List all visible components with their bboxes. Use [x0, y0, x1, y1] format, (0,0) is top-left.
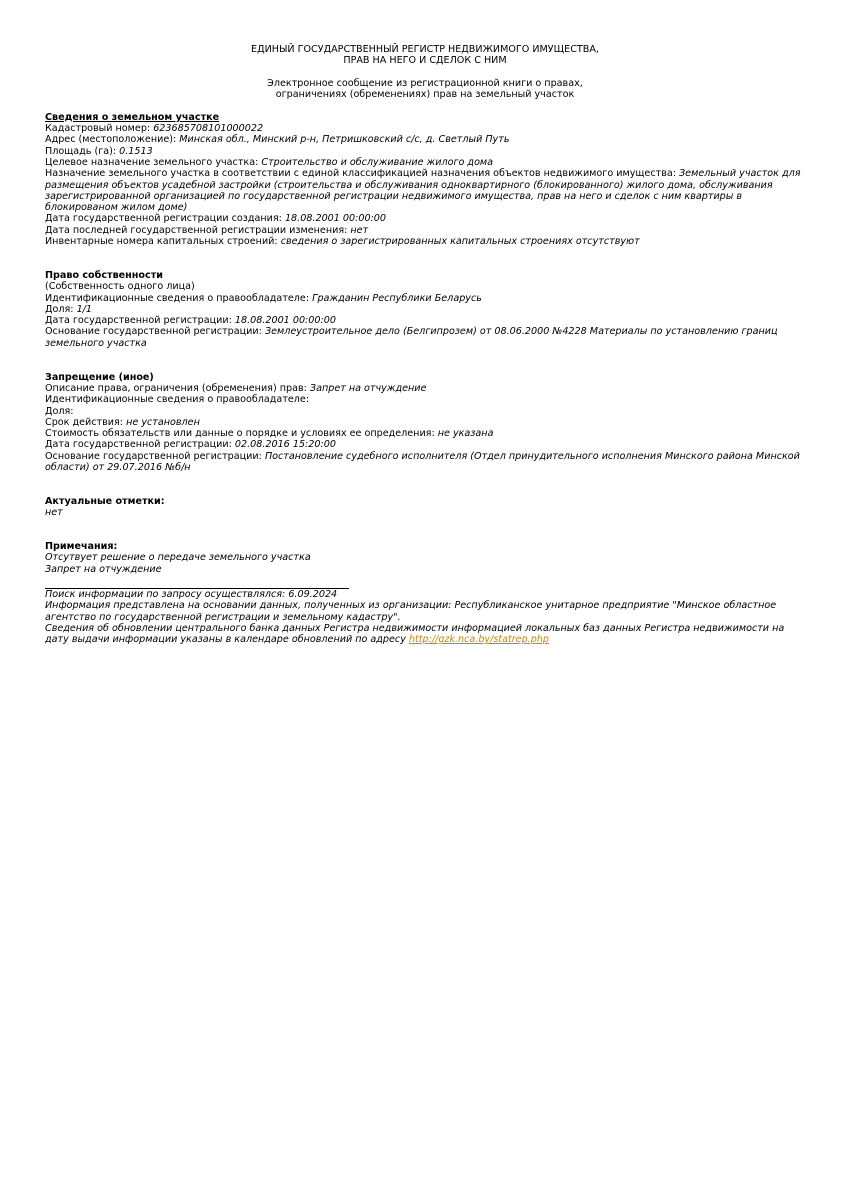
restriction-description: Описание права, ограничения (обременения) прав: Запрет на отчуждение	[45, 382, 427, 394]
update-info: Сведения об обновлении центрального банка данных Регистра недвижимости информацией локальных баз данных Регистра недвижимости на дату выдачи информации указаны в календаре обновлений по адресу http://gzk.nca.by/statrep.php	[45, 622, 785, 646]
ownership-basis: Основание государственной регистрации: Землеустроительное дело (Белгипрозем) от 08.06.2000 №4228 Материалы по установлению границ земельного участка	[45, 326, 778, 349]
land-section-title: Сведения о земельном участке	[45, 111, 220, 123]
statrep-link[interactable]: http://gzk.nca.by/statrep.php	[408, 634, 549, 646]
restriction-holder: Идентификационные сведения о правообладателе:	[45, 394, 310, 406]
purpose: Целевое назначение земельного участка: Строительство и обслуживание жилого дома	[45, 156, 494, 168]
search-date: Поиск информации по запросу осуществлялся: 6.09.2024	[45, 588, 338, 600]
classification: Назначение земельного участка в соответствии с единой классификацией назначения объектов недвижимого имущества: Земельный участок для размещения объектов усадебной застройки (строительства и обслуживания одноквартирного (блокированного) жилого дома, обслуживания зарегистрированной организацией по государственной регистрации недвижимого имущества, прав на него и сделок с ним квартиры в блокированом жилом доме)	[45, 168, 801, 214]
restriction-reg-date: Дата государственной регистрации: 02.08.2016 15:20:00	[45, 439, 336, 451]
ownership-section	[45, 270, 805, 349]
ownership-share: Доля: 1/1	[45, 303, 93, 315]
document	[45, 44, 805, 645]
created-date: Дата государственной регистрации создания: 18.08.2001 00:00:00	[45, 213, 387, 225]
restriction-section	[45, 372, 805, 474]
note-1: Отсутвует решение о передаче земельного участка	[45, 552, 311, 564]
note-2: Запрет на отчуждение	[45, 563, 162, 575]
marks-value: нет	[45, 507, 63, 519]
area: Площадь (га): 0.1513	[45, 145, 153, 157]
cadastral-number: Кадастровый номер: 623685708101000022	[45, 123, 264, 135]
marks-title: Актуальные отметки:	[45, 495, 165, 507]
changed-date: Дата последней государственной регистрации изменения: нет	[45, 224, 369, 236]
header-line-2: ПРАВ НА НЕГО И СДЕЛОК С НИМ	[343, 55, 507, 67]
header-line-4: ограничениях (обременениях) прав на земельный участок	[275, 89, 575, 101]
header-line-3: Электронное сообщение из регистрационной книги о правах,	[267, 77, 583, 89]
data-source: Информация представлена на основании данных, полученных из организации: Республиканское унитарное предприятие "Минское областное агентство по государственной регистрации и земельному кадастру".	[45, 600, 777, 623]
ownership-subtitle: (Собственность одного лица)	[45, 281, 195, 293]
ownership-title: Право собственности	[45, 269, 163, 281]
land-section	[45, 112, 805, 248]
restriction-cost: Стоимость обязательств или данные о порядке и условиях ее определения: не указана	[45, 428, 494, 440]
restriction-term: Срок действия: не установлен	[45, 416, 200, 428]
marks-section	[45, 496, 805, 519]
restriction-title: Запрещение (иное)	[45, 371, 154, 383]
restriction-basis: Основание государственной регистрации: Постановление судебного исполнителя (Отдел принудительного исполнения Минского района Минской области) от 29.07.2016 №б/н	[45, 450, 800, 473]
notes-title: Примечания:	[45, 541, 118, 553]
header-line-1: ЕДИНЫЙ ГОСУДАРСТВЕННЫЙ РЕГИСТР НЕДВИЖИМОГО ИМУЩЕСТВА,	[251, 44, 599, 55]
inventory-numbers: Инвентарные номера капитальных строений: сведения о зарегистрированных капитальных строениях отсутствуют	[45, 236, 640, 248]
footer	[45, 589, 805, 645]
address: Адрес (местоположение): Минская обл., Минский р-н, Петришковский с/с, д. Светлый Путь	[45, 134, 510, 146]
document-header	[45, 44, 805, 100]
restriction-share: Доля:	[45, 405, 74, 417]
notes-section	[45, 541, 805, 575]
ownership-reg-date: Дата государственной регистрации: 18.08.2001 00:00:00	[45, 315, 336, 327]
ownership-holder: Идентификационные сведения о правообладателе: Гражданин Республики Беларусь	[45, 292, 482, 304]
